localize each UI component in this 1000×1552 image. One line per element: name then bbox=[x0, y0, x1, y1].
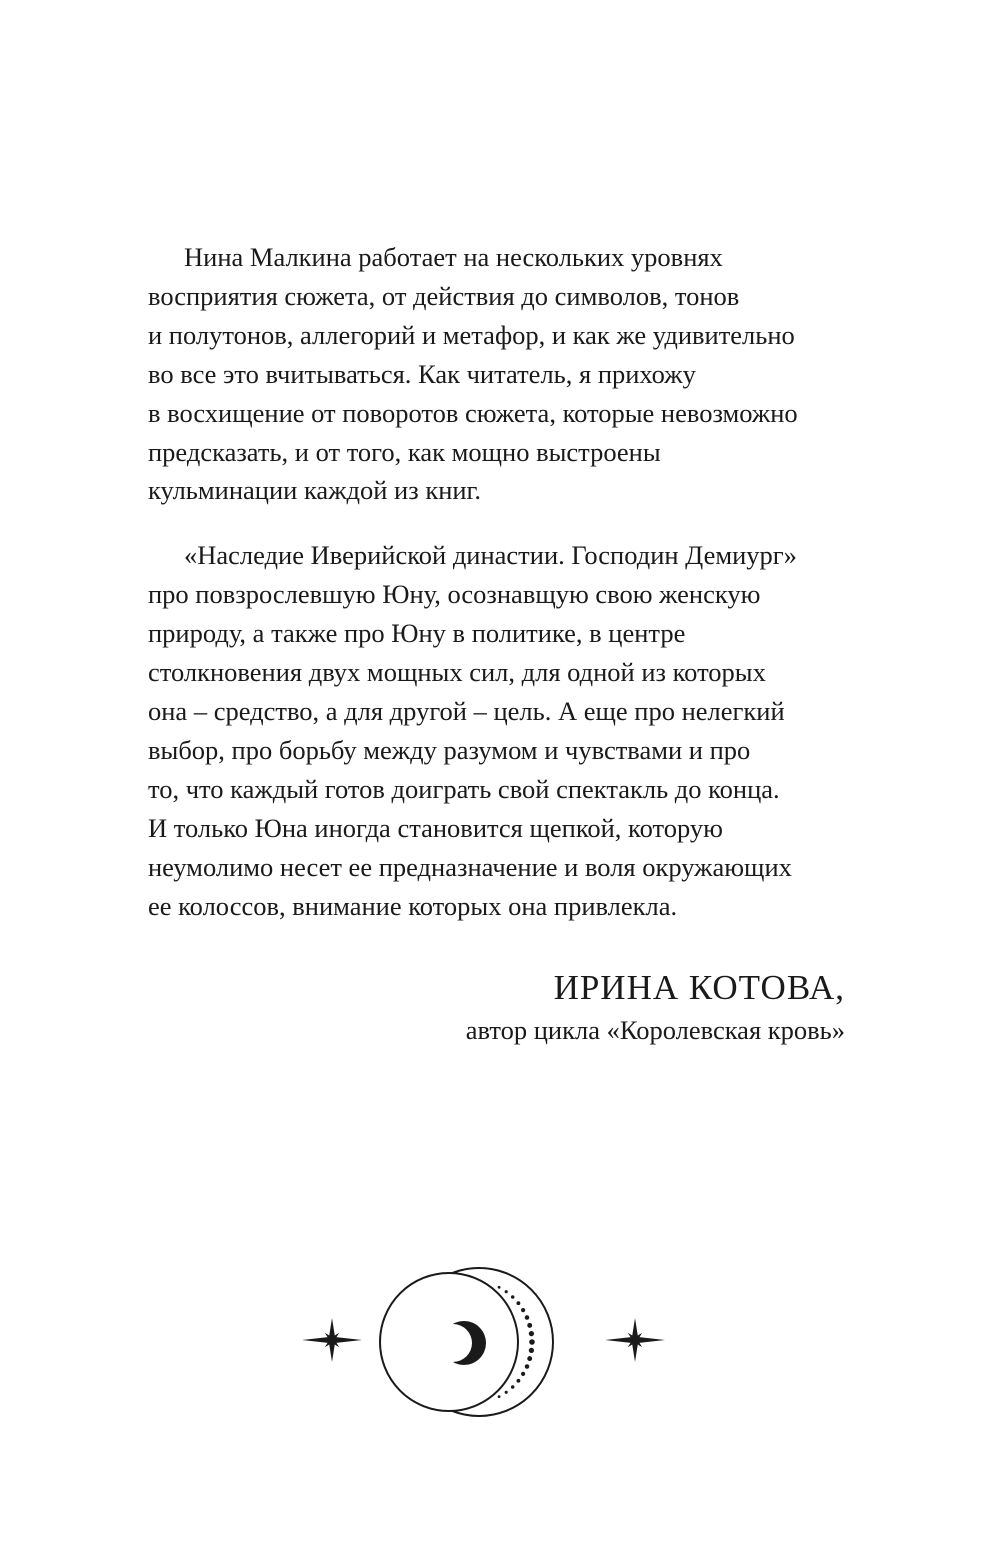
author-note: автор цикла «Королевская кровь» bbox=[465, 1015, 845, 1045]
review-text bbox=[148, 238, 848, 925]
text-line: Нина Малкина работает на нескольких уровнях bbox=[184, 242, 723, 272]
moon-dot bbox=[511, 1385, 515, 1389]
moon-dot bbox=[516, 1379, 520, 1383]
text-line: ее колоссов, внимание которых она привлекла. bbox=[148, 890, 678, 921]
moon-dot bbox=[516, 1301, 520, 1305]
text-line: «Наследие Иверийской династии. Господин Демиург» bbox=[184, 540, 797, 571]
moon-dot bbox=[525, 1315, 530, 1320]
text-line: и полутонов, аллегорий и метафор, и как же удивительно bbox=[148, 319, 795, 350]
attribution bbox=[466, 965, 845, 1049]
left-star-icon bbox=[302, 1318, 362, 1362]
text-line: в восхищение от поворотов сюжета, которые невозможно bbox=[148, 397, 798, 428]
moon-dot bbox=[498, 1286, 501, 1289]
moon-dot bbox=[525, 1364, 530, 1369]
text-line: она – средство, а для другой – цель. А еще про нелегкий bbox=[148, 695, 785, 726]
moon-dot bbox=[498, 1395, 501, 1398]
text-line: И только Юна иногда становится щепкой, которую bbox=[148, 812, 723, 843]
moon-dot bbox=[505, 1290, 508, 1293]
moon-dot bbox=[527, 1356, 532, 1361]
moon-dot bbox=[529, 1331, 534, 1336]
moon-dot bbox=[511, 1295, 515, 1299]
moon-dot bbox=[521, 1372, 525, 1376]
paragraph-2 bbox=[148, 536, 848, 925]
moon-ornament bbox=[0, 1210, 1000, 1470]
text-line: то, что каждый готов доиграть свой спектакль до конца. bbox=[148, 773, 780, 804]
text-line: кульминации каждой из книг. bbox=[148, 475, 482, 506]
text-line: предсказать, и от того, как мощно выстроены bbox=[148, 436, 661, 467]
right-star-icon bbox=[605, 1318, 665, 1362]
paragraph-1 bbox=[148, 238, 848, 510]
crescent-moon-icon bbox=[380, 1268, 553, 1416]
author-name: ИРИНА КОТОВА, bbox=[553, 968, 845, 1007]
text-line: выбор, про борьбу между разумом и чувствами и про bbox=[148, 734, 751, 765]
moon-dot bbox=[505, 1391, 508, 1394]
text-line: столкновения двух мощных сил, для одной из которых bbox=[148, 657, 766, 688]
moon-dot bbox=[527, 1323, 532, 1328]
text-line: про повзрослевшую Юну, осознавщую свою женскую bbox=[148, 579, 761, 610]
moon-dot bbox=[529, 1348, 534, 1353]
moon-dot bbox=[521, 1308, 525, 1312]
text-line: неумолимо несет ее предназначение и воля окружающих bbox=[148, 851, 792, 882]
moon-dot bbox=[529, 1339, 535, 1345]
text-line: природу, а также про Юну в политике, в центре bbox=[148, 618, 686, 649]
text-line: восприятия сюжета, от действия до символов, тонов bbox=[148, 280, 740, 311]
text-line: во все это вчитываться. Как читатель, я прихожу bbox=[148, 358, 696, 389]
